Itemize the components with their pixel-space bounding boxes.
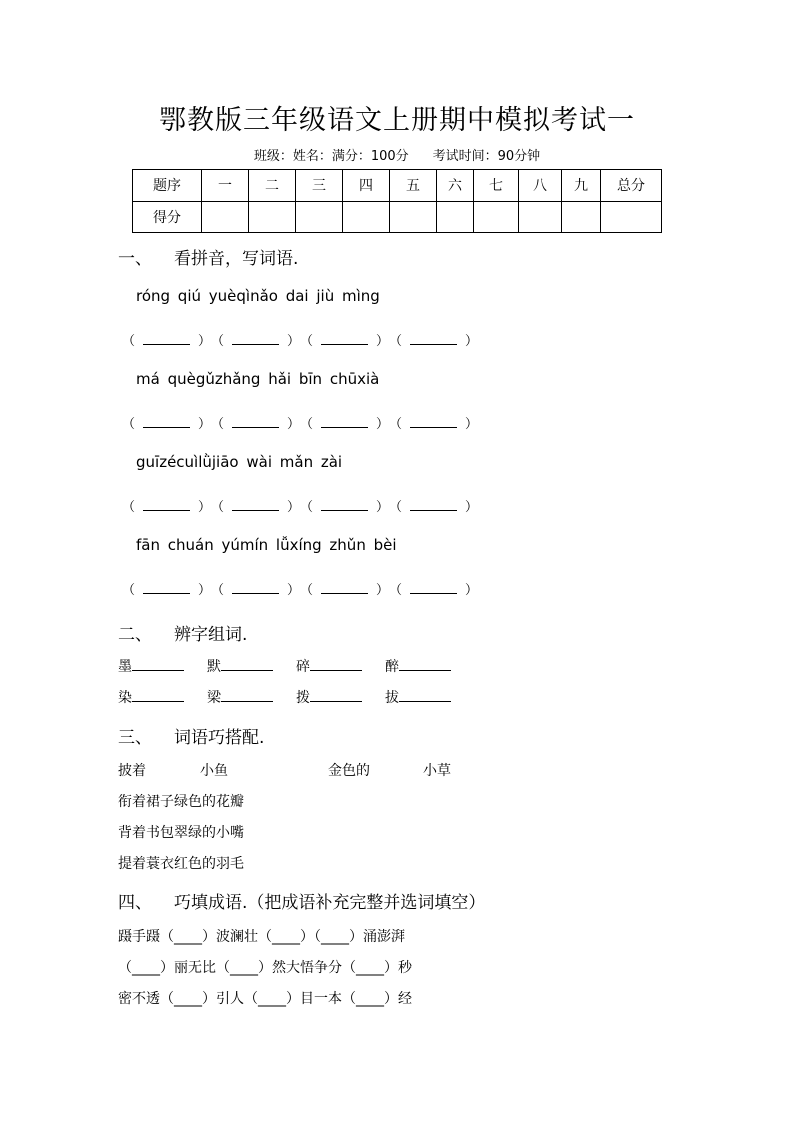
answer-blanks-row [122, 413, 478, 432]
answer-blanks-row [122, 496, 478, 515]
class-info: 班级：姓名：满分：100分 [253, 149, 409, 164]
section2-heading [118, 620, 247, 645]
score-header-cell: 总分 [601, 170, 662, 202]
match-word: 小鱼 [200, 763, 228, 779]
idiom-row: 密不透（____）引人（____）目一本（____）经 [118, 991, 412, 1007]
match-word: 披着 [118, 763, 146, 779]
answer-blank[interactable]: （ ） [300, 417, 389, 432]
idiom-row: （____）丽无比（____）然大悟争分（____）秒 [118, 960, 412, 976]
score-input-cell[interactable] [296, 201, 343, 233]
answer-blanks-row [122, 330, 478, 349]
section-number: 二、 [118, 625, 152, 645]
answer-blank[interactable]: （ ） [300, 583, 389, 598]
word-group-item[interactable]: 默 [207, 656, 296, 676]
answer-blank[interactable]: （ ） [122, 417, 211, 432]
idiom-blank[interactable]: ____ [132, 960, 160, 976]
idiom-blank[interactable]: ____ [174, 929, 202, 945]
score-input-cell[interactable] [343, 201, 390, 233]
exam-title: 鄂教版三年级语文上册期中模拟考试一 [159, 105, 635, 136]
match-word: 金色的 [328, 763, 370, 779]
score-input-cell[interactable] [202, 201, 249, 233]
section4-heading [118, 888, 485, 913]
word-group-item[interactable]: 染 [118, 687, 207, 707]
match-row: 提着蓑衣红色的羽毛 [118, 856, 244, 872]
score-header-cell: 九 [562, 170, 601, 202]
answer-blank[interactable]: （ ） [122, 500, 211, 515]
match-row: 背着书包翠绿的小嘴 [118, 825, 244, 841]
answer-blank[interactable]: （ ） [389, 583, 478, 598]
answer-blank[interactable]: （ ） [122, 334, 211, 349]
section-title: 巧填成语.（把成语补充完整并选词填空） [174, 893, 486, 913]
answer-blank[interactable]: （ ） [211, 417, 300, 432]
section3-heading [118, 723, 264, 748]
score-input-cell[interactable] [562, 201, 601, 233]
section1-heading [118, 244, 298, 269]
score-input-cell[interactable] [474, 201, 519, 233]
score-header-cell: 题序 [133, 170, 202, 202]
answer-blank[interactable]: （ ） [389, 417, 478, 432]
score-table-row [133, 201, 662, 233]
score-input-cell[interactable] [437, 201, 474, 233]
pinyin-line: guīzécuìlǜjiāo wài mǎn zài [136, 453, 343, 471]
score-input-cell[interactable] [249, 201, 296, 233]
score-input-cell[interactable] [519, 201, 562, 233]
word-group-item[interactable]: 拔 [385, 687, 474, 707]
section-number: 三、 [118, 728, 152, 748]
score-row-label: 得分 [133, 201, 202, 233]
section-title: 看拼音，写词语. [174, 249, 299, 269]
exam-time: 考试时间：90分钟 [432, 149, 541, 164]
word-group-item[interactable]: 醉 [385, 656, 474, 676]
match-row [118, 760, 451, 780]
answer-blank[interactable]: （ ） [389, 500, 478, 515]
score-header-cell: 五 [390, 170, 437, 202]
word-group-item[interactable]: 碎 [296, 656, 385, 676]
section-number: 四、 [118, 893, 152, 913]
answer-blank[interactable]: （ ） [300, 334, 389, 349]
idiom-blank[interactable]: ____ [356, 960, 384, 976]
score-input-cell[interactable] [390, 201, 437, 233]
pinyin-line: róng qiú yuèqìnǎo dai jiù mìng [136, 287, 380, 305]
score-header-cell: 八 [519, 170, 562, 202]
score-header-cell: 三 [296, 170, 343, 202]
answer-blanks-row [122, 579, 478, 598]
word-group-item[interactable]: 拨 [296, 687, 385, 707]
match-word: 小草 [423, 763, 451, 779]
answer-blank[interactable]: （ ） [211, 500, 300, 515]
section-number: 一、 [118, 249, 152, 269]
idiom-blank[interactable]: ____ [174, 991, 202, 1007]
score-header-cell: 四 [343, 170, 390, 202]
idiom-row: 蹑手蹑（____）波澜壮（____）（____）涌澎湃 [118, 929, 405, 945]
word-group-row [118, 656, 474, 676]
idiom-blank[interactable]: ____ [321, 929, 349, 945]
section-title: 辨字组词. [174, 625, 248, 645]
pinyin-line: má quègǔzhǎng hǎi bīn chūxià [136, 370, 380, 388]
match-row: 衔着裙子绿色的花瓣 [118, 794, 244, 810]
score-input-cell[interactable] [601, 201, 662, 233]
word-group-item[interactable]: 梁 [207, 687, 296, 707]
score-header-cell: 六 [437, 170, 474, 202]
idiom-blank[interactable]: ____ [272, 929, 300, 945]
word-group-item[interactable]: 墨 [118, 656, 207, 676]
score-table-header [133, 170, 662, 202]
score-header-cell: 七 [474, 170, 519, 202]
section-title: 词语巧搭配. [174, 728, 265, 748]
answer-blank[interactable]: （ ） [211, 583, 300, 598]
score-header-cell: 二 [249, 170, 296, 202]
word-group-row [118, 687, 474, 707]
answer-blank[interactable]: （ ） [122, 583, 211, 598]
idiom-blank[interactable]: ____ [230, 960, 258, 976]
idiom-blank[interactable]: ____ [258, 991, 286, 1007]
pinyin-line: fān chuán yúmín lǚxíng zhǔn bèi [136, 536, 397, 554]
score-table [132, 169, 662, 233]
answer-blank[interactable]: （ ） [389, 334, 478, 349]
answer-blank[interactable]: （ ） [300, 500, 389, 515]
score-header-cell: 一 [202, 170, 249, 202]
exam-subtitle [0, 145, 794, 164]
idiom-blank[interactable]: ____ [356, 991, 384, 1007]
answer-blank[interactable]: （ ） [211, 334, 300, 349]
